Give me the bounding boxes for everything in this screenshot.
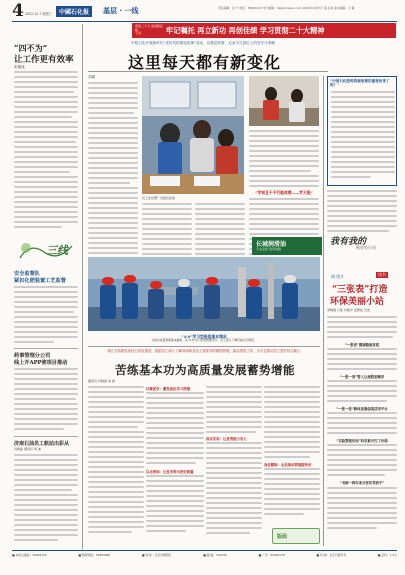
special-banner [132, 23, 396, 38]
center-body-col4b [264, 468, 320, 528]
footer-item: ■ 定价：1.5元 [377, 553, 397, 557]
feature-headline-1: “三张表”打造 [332, 285, 388, 295]
edition-info: 责任编辑：张 宁 电话：59963123 电子邮箱：dw@sinopec.com 2022年12月7日 第 4 版 美术编辑：王 蓉 [218, 6, 355, 10]
sponsor-logo [252, 237, 322, 255]
left-byline: 宋德成 [14, 65, 25, 69]
footer [12, 553, 397, 561]
left-article2-title-2: 紧扣化肥装置工艺监督 [14, 278, 66, 284]
feature-byline: 李晓晨 口述 肖振中 吴德成 记录 [327, 308, 370, 312]
left-article4-byline: 肖晓丽 通讯员 刘 迪 [14, 447, 41, 451]
main-subhead: “学知互干不行能改善——学大班” [255, 190, 313, 195]
feature-sub-5: “书面一线车来分更有考研不” [339, 481, 385, 485]
main-body-col1 [88, 82, 138, 267]
paper-name: 中國石化报 [56, 6, 92, 17]
center-kicker: 第江石油建设加快日常化建设，鼓励员工深入了解现场和业务主管领导的精细管理，落实绩效工作，全方位推动员工提升综合能力 [107, 349, 301, 353]
footer-item: ■ 地 址：北京市朝阳区 [141, 553, 172, 557]
feature-sub-4: “实验管理有权”科学系开打工作保 [336, 439, 388, 443]
footer-item: ■ 印 刷：北京日报印务 [316, 553, 347, 557]
main-photo [142, 76, 244, 194]
bottom-stamp-label: 版面 [277, 534, 288, 540]
feature-sub-2: “一张一表”管人让流程更顺序 [339, 375, 385, 379]
bottom-stamp [272, 528, 320, 544]
workers-photo-caption: 为落实质量管理基本措施，在“4·6”学习型班组建设中，员工深入了解设备运行情况。 [151, 338, 257, 342]
footer-item: ■ 本报总编室：59963115 [12, 553, 47, 557]
right-box-title: “中国石化肥料资源收费的重要改革了吗？” [330, 79, 390, 88]
left-body-1 [14, 71, 78, 231]
center-body-col3b [206, 442, 262, 542]
left-graphic [16, 238, 76, 264]
center-sub-3: 综合实训：让优秀能力有力 [206, 437, 247, 441]
section-name: 基层 · 一线 [103, 7, 139, 15]
page-number: 4 [12, 1, 24, 21]
feature-body-6 [327, 487, 397, 537]
sponsor-logo-text: 长城润滑油 [256, 241, 287, 248]
script-title: 我有我的 [330, 237, 367, 247]
left-article3-title-1: 药事管理分公司 [14, 353, 51, 359]
left-article3-title-2: 线上开APP使项目推动 [14, 360, 68, 366]
main-byline: 刘斌 [88, 75, 96, 79]
banner-left-small: 喜迎二十大 奋进新征程 [135, 24, 163, 32]
right-box [327, 76, 397, 186]
center-body-col2b [146, 475, 204, 540]
left-body-4 [14, 454, 78, 544]
footer-item: ■ 邮 编：100728 [203, 553, 227, 557]
feature-headline-2: 环保美丽小站 [330, 297, 385, 307]
feature-label-2: 读书 [378, 272, 386, 277]
banner-text: 牢记嘱托 再立新功 再创佳绩 学习贯彻二十大精神 [166, 26, 325, 35]
main-headline: 这里每天都有新变化 [128, 53, 282, 72]
masthead [12, 3, 397, 19]
footer-rule [12, 550, 397, 551]
center-body-col1 [88, 386, 144, 541]
left-column-divider [82, 24, 83, 549]
center-headline: 苦练基本功为高质量发展蓄势增能 [115, 363, 295, 377]
main-kicker: 中原石化开展新时代“讲好党的建设故事”活动，以基层故事，记录平凡岗位上的坚守与奉献 [131, 41, 275, 45]
footer-item: ■ 新闻热线：59963066 [78, 553, 111, 557]
feature-label-1: 调 图片 [331, 274, 345, 279]
main-small-photo [249, 76, 319, 126]
left-article4-title: 济南石油员工航站出彩从 [14, 441, 70, 447]
center-byline: 通讯员 肖晓丽 刘 迪 [88, 379, 115, 383]
left-body-2 [14, 286, 78, 346]
feature-body-5 [327, 444, 397, 484]
left-article2-title-1: 安全监督队 [14, 271, 40, 277]
center-sub-2: 以点带面：让技术带出更好质量 [146, 470, 194, 474]
feature-sub-1: “一张表”摸清隐患家底 [344, 343, 380, 347]
sponsor-logo-sub: 专业品质 值得信赖 [256, 247, 281, 251]
header-rule [12, 21, 397, 22]
footer-item: ■ 广告：59963178 [258, 553, 285, 557]
script-sub: 秋里有行动 [356, 245, 376, 250]
banner-left-label: 专题 [135, 31, 142, 35]
right-column-divider [323, 76, 324, 546]
workers-photo [88, 257, 320, 331]
feature-sub-3: “一张一表”修改加强创客活用平台 [336, 407, 388, 411]
classroom-photo-art [142, 76, 244, 194]
left-title-2: 让工作更有效率 [14, 55, 74, 65]
left-body-3 [14, 368, 78, 433]
main-photo-caption: 员工在化肥厂设备区检查 [142, 196, 176, 200]
center-sub-4: 岗位精细：全员推动管理服务好 [264, 463, 312, 467]
workers-photo-art [88, 257, 320, 331]
workers-photo-caption-title: “4·6”学习型班组基本情况 [181, 334, 227, 339]
worker-photo-art [249, 76, 319, 126]
issue-date: 2022.12.7 星期三 [25, 12, 52, 16]
left-title-1: “四不为” [14, 43, 48, 53]
left-graphic-label: 三线 [46, 244, 68, 257]
center-sub-1: 以赛促学：激发岗位学习热情 [146, 387, 191, 391]
